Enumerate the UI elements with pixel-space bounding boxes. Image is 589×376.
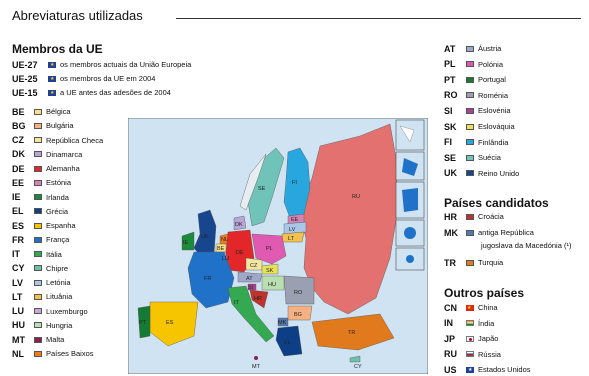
page-title: Abreviaturas utilizadas <box>12 8 143 23</box>
map-label-LT: LT <box>288 236 295 242</box>
country-name: Irlanda <box>46 192 69 202</box>
country-code: HU <box>12 320 25 331</box>
country-code: UE-25 <box>12 73 38 84</box>
color-swatch <box>34 137 42 143</box>
country-name: Estados Unidos <box>478 365 531 374</box>
eu-country-row <box>444 167 519 180</box>
country-code: UE-15 <box>12 87 38 98</box>
map-label-SK: SK <box>266 268 274 274</box>
eu-flag-icon: ★ <box>50 75 55 82</box>
other-country-row <box>444 332 498 345</box>
country-code: EL <box>12 206 24 217</box>
country-code: IN <box>444 318 453 328</box>
eu-country-row <box>444 73 506 86</box>
country-name: Japão <box>478 334 499 343</box>
country-code: MK <box>444 227 458 238</box>
eu-country-row <box>12 191 69 204</box>
color-swatch <box>466 260 474 266</box>
color-swatch <box>466 61 474 67</box>
eu-group-row <box>12 72 155 85</box>
color-swatch <box>34 109 42 115</box>
country-name: Dinamarca <box>46 149 83 159</box>
eu-country-row <box>12 276 71 289</box>
country-code: US <box>444 364 457 375</box>
country-code: CZ <box>12 135 24 145</box>
country-name: Eslovénia <box>478 106 511 116</box>
eu-country-row <box>12 248 62 261</box>
color-swatch <box>34 351 42 357</box>
map-label-FI: FI <box>292 180 297 186</box>
country-name: Bulgária <box>46 121 74 131</box>
color-swatch <box>34 308 42 314</box>
color-swatch <box>34 237 42 243</box>
country-name: Rússia <box>478 349 501 359</box>
country-code: RU <box>444 349 457 359</box>
map-label-NL: NL <box>221 237 229 243</box>
color-swatch <box>34 265 42 271</box>
eu-country-row <box>12 347 94 360</box>
country-code: LV <box>12 277 23 288</box>
map-label-TR: TR <box>348 330 356 336</box>
other-country-row <box>444 348 501 361</box>
country-code: IT <box>12 249 20 259</box>
map-label-RU: RU <box>352 194 360 200</box>
map-MT <box>254 356 258 360</box>
map-label-EE: EE <box>291 217 299 223</box>
color-swatch <box>466 139 474 145</box>
map-label-FR: FR <box>204 276 212 282</box>
color-swatch <box>466 155 474 161</box>
map-label-DE: DE <box>236 250 244 256</box>
eu-country-row <box>12 105 71 118</box>
country-name: Croácia <box>478 212 504 221</box>
color-swatch <box>34 251 42 257</box>
map-label-MT: MT <box>252 364 260 370</box>
mk-label-line2: jugoslava da Macedónia (¹) <box>481 241 572 250</box>
candidate-country-row <box>444 256 503 269</box>
section-candidates-heading: Países candidatos <box>444 196 549 210</box>
color-swatch <box>466 124 474 130</box>
eu-country-row <box>12 219 76 232</box>
map-label-LV: LV <box>289 227 296 233</box>
eu-country-row <box>444 42 501 55</box>
eu-country-row <box>12 176 71 189</box>
country-name: Chipre <box>46 263 69 273</box>
eu-country-row <box>12 162 80 175</box>
color-swatch <box>466 170 474 176</box>
color-swatch <box>34 180 42 186</box>
country-name: os membros da UE em 2004 <box>60 74 156 83</box>
color-swatch <box>34 294 42 300</box>
map-label-SE: SE <box>258 186 266 192</box>
candidate-country-row <box>444 226 534 239</box>
flag-in-icon <box>466 320 474 326</box>
country-name: Alemanha <box>46 164 80 173</box>
map-label-CZ: CZ <box>250 263 258 269</box>
section-others-heading: Outros países <box>444 286 525 300</box>
country-code: MT <box>12 334 25 345</box>
map-label-MK: MK <box>278 320 287 326</box>
country-code: SK <box>444 121 457 132</box>
country-code: UE-27 <box>12 59 38 70</box>
color-swatch <box>34 208 42 214</box>
color-swatch <box>34 166 42 172</box>
country-code: LT <box>12 291 23 302</box>
flag-us-icon: ★ <box>468 366 473 373</box>
map-label-PT: PT <box>139 320 147 326</box>
eu-flag-icon: ★ <box>50 61 55 68</box>
country-name: Grécia <box>46 206 69 216</box>
country-code: RO <box>444 90 458 101</box>
map-label-IT: IT <box>234 300 239 306</box>
country-code: UK <box>444 168 457 179</box>
map-label-IE: IE <box>183 240 189 246</box>
map-label-LU: LU <box>222 256 230 262</box>
map-label-HU: HU <box>268 282 276 288</box>
eu-country-row <box>12 134 103 147</box>
country-name: China <box>478 303 498 312</box>
eu-country-row <box>12 119 74 132</box>
color-swatch <box>466 77 474 83</box>
country-name: Estónia <box>46 178 72 188</box>
eu-group-row <box>12 58 191 71</box>
section-eu-heading: Membros da UE <box>12 42 103 56</box>
country-code: LU <box>12 306 24 316</box>
map-label-BG: BG <box>294 312 302 318</box>
country-code: NL <box>12 348 24 359</box>
country-name: Luxemburgo <box>46 306 88 316</box>
map-label-BE: BE <box>217 246 225 252</box>
map-label-UK: UK <box>201 234 209 240</box>
country-code: CN <box>444 302 457 313</box>
country-code: CY <box>12 263 25 274</box>
eu-flag-icon: ★ <box>50 89 55 96</box>
country-code: TR <box>444 257 456 268</box>
color-swatch <box>466 46 474 52</box>
country-code: BG <box>12 120 26 131</box>
country-name: Turquia <box>478 258 504 267</box>
country-code: FR <box>12 234 24 245</box>
country-name: República Checa <box>46 135 104 145</box>
color-swatch <box>466 92 474 98</box>
map-label-EL: EL <box>284 340 291 346</box>
eu-country-row <box>12 233 69 246</box>
country-name: Finlândia <box>478 137 509 147</box>
map-label-AT: AT <box>246 276 253 282</box>
eu-country-row <box>12 305 88 318</box>
flag-ru-icon <box>466 351 474 357</box>
other-country-row <box>444 363 531 376</box>
country-name: Espanha <box>46 221 76 230</box>
country-code: PT <box>444 74 456 85</box>
map-label-CY: CY <box>354 364 362 370</box>
color-swatch <box>34 194 42 200</box>
color-swatch <box>34 223 42 229</box>
country-code: IE <box>12 192 21 202</box>
country-name: os membros actuais da União Europeia <box>60 60 192 69</box>
eu-group-row <box>12 86 171 99</box>
eu-country-row <box>444 151 501 164</box>
eu-country-row <box>12 333 64 346</box>
country-code: DE <box>12 163 25 174</box>
country-name: Índia <box>478 318 495 328</box>
other-country-row <box>444 317 494 330</box>
country-code: ES <box>12 220 25 231</box>
color-swatch <box>466 214 474 220</box>
eu-country-row <box>444 58 503 71</box>
eu-country-row <box>12 262 68 275</box>
country-name: Hungria <box>46 320 73 330</box>
country-code: AT <box>444 43 456 54</box>
flag-cn-icon: ★ <box>466 305 474 311</box>
country-name: Polónia <box>478 59 504 69</box>
color-swatch <box>34 123 42 129</box>
country-name: antiga República <box>478 228 534 237</box>
map-label-RO: RO <box>294 290 303 296</box>
map-label-SI: SI <box>248 285 254 291</box>
country-code: HR <box>444 211 457 222</box>
title-rule <box>176 18 581 19</box>
country-code: SI <box>444 105 453 116</box>
eu-country-row <box>12 290 72 303</box>
eu-country-row <box>12 319 72 332</box>
map-label-DK: DK <box>235 222 243 228</box>
other-country-row <box>444 301 498 314</box>
country-name: Lituânia <box>46 292 73 302</box>
map-label-PL: PL <box>266 246 273 252</box>
country-name: França <box>46 235 70 245</box>
candidate-country-row <box>444 210 504 223</box>
country-name: Portugal <box>478 75 506 85</box>
country-code: FI <box>444 137 452 148</box>
eu-country-row <box>444 136 508 149</box>
country-code: BE <box>12 106 25 117</box>
color-swatch <box>34 337 42 343</box>
country-name: Áustria <box>478 44 502 53</box>
eu-country-row <box>12 148 82 161</box>
country-name: a UE antes das adesões de 2004 <box>60 88 171 97</box>
europe-map <box>128 118 428 374</box>
eu-country-row <box>444 89 508 102</box>
country-code: DK <box>12 149 25 160</box>
country-name: Itália <box>46 249 62 259</box>
country-name: Malta <box>46 335 65 344</box>
color-swatch <box>466 230 474 236</box>
country-code: JP <box>444 333 456 344</box>
color-swatch <box>466 108 474 114</box>
flag-jp-icon <box>466 336 474 342</box>
color-swatch <box>34 322 42 328</box>
country-code: PL <box>444 59 456 70</box>
country-name: Letónia <box>46 278 71 287</box>
country-name: Reino Unido <box>478 168 520 178</box>
country-name: Roménia <box>478 90 509 100</box>
color-swatch <box>34 151 42 157</box>
country-code: EE <box>12 177 25 188</box>
eu-country-row <box>444 104 511 117</box>
country-name: Suécia <box>478 153 501 163</box>
country-name: Países Baixos <box>46 349 94 359</box>
country-name: Bélgica <box>46 107 71 116</box>
map-label-HR: HR <box>254 296 262 302</box>
color-swatch <box>34 280 42 286</box>
country-code: SE <box>444 152 457 163</box>
eu-country-row <box>12 205 68 218</box>
eu-country-row <box>444 120 515 133</box>
country-name: Eslováquia <box>478 122 515 131</box>
map-label-ES: ES <box>166 320 174 326</box>
